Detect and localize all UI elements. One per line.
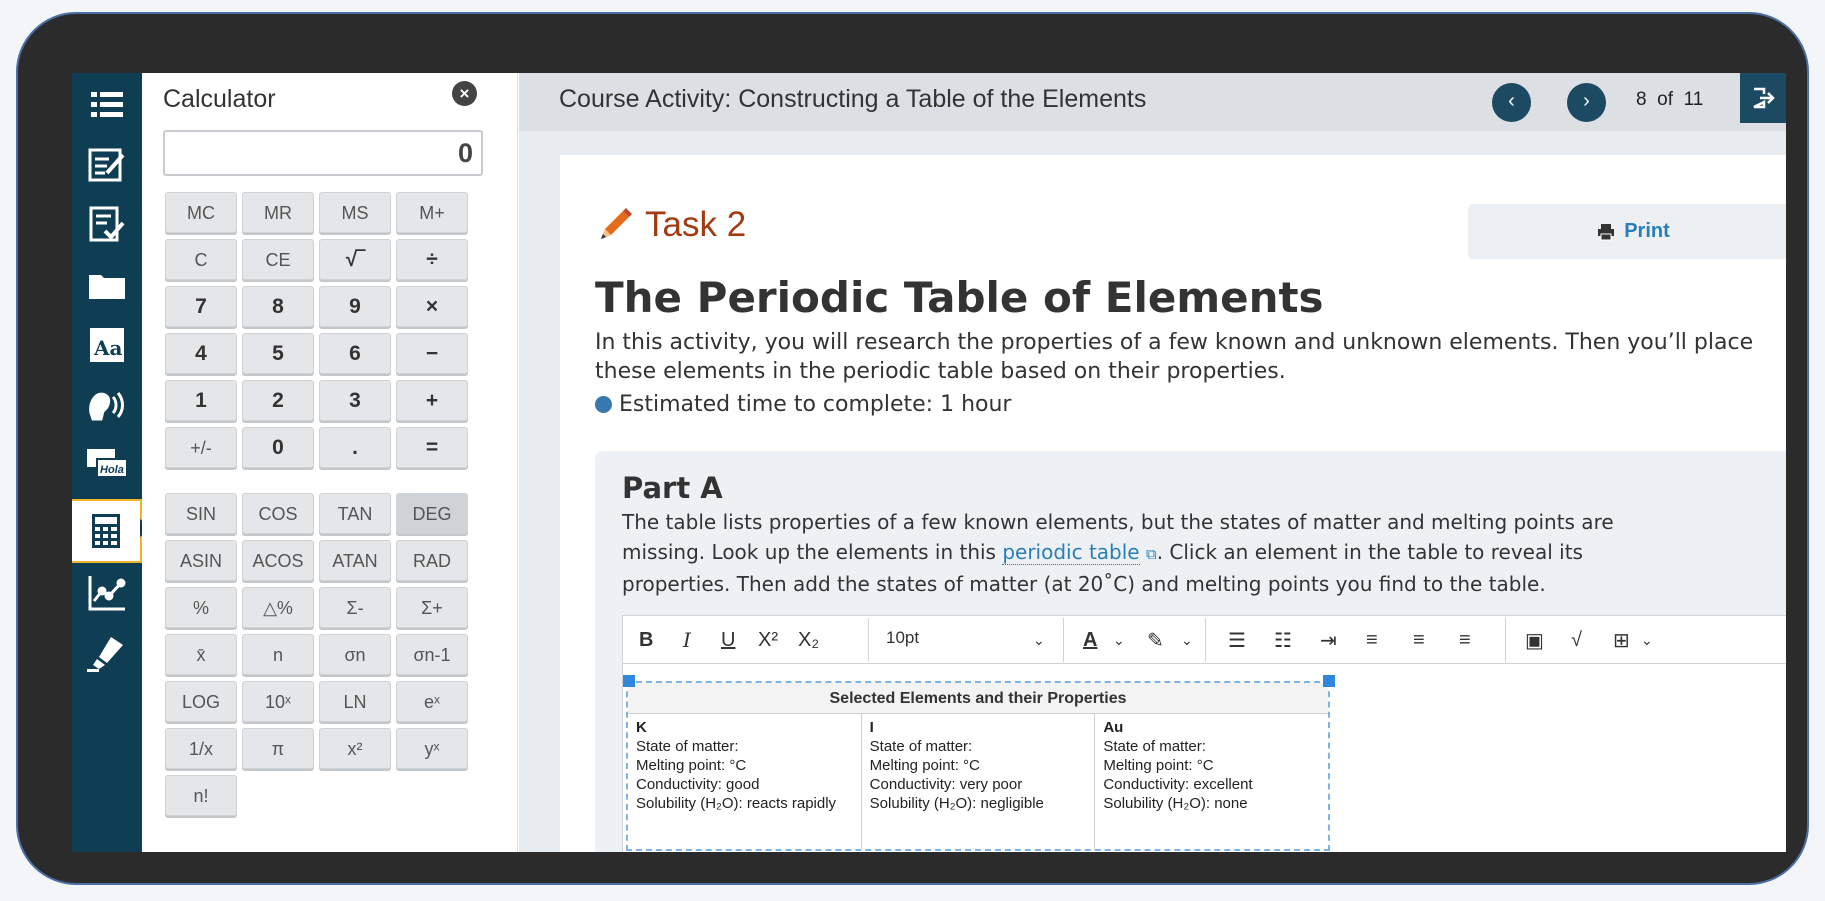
underline-button[interactable]: U: [721, 628, 736, 651]
toolbar-divider: [868, 618, 869, 662]
clock-icon: [595, 396, 612, 413]
editor-toolbar: [623, 616, 1786, 664]
sci-key[interactable]: yˣ: [396, 728, 468, 769]
elements-table[interactable]: [626, 681, 1330, 851]
chevron-down-icon[interactable]: ⌄: [1641, 631, 1653, 648]
basic-key[interactable]: 5: [242, 333, 314, 374]
content-card: [560, 155, 1786, 852]
basic-key[interactable]: 0: [242, 427, 314, 468]
table-cell-au[interactable]: [1095, 714, 1328, 849]
glossary-icon[interactable]: [72, 317, 142, 373]
basic-key[interactable]: MC: [165, 192, 237, 233]
font-size-select[interactable]: 10pt: [886, 628, 920, 647]
toolbar-divider: [1505, 618, 1506, 662]
basic-key[interactable]: 3: [319, 380, 391, 421]
sci-key[interactable]: SIN: [165, 493, 237, 534]
melting-point: Melting point: °C: [636, 757, 747, 774]
melting-point: Melting point: °C: [1103, 757, 1214, 774]
part-a-instructions: [622, 507, 1786, 599]
part-a-section: [595, 451, 1786, 852]
basic-key[interactable]: C: [165, 239, 237, 280]
part-a-title: Part A: [622, 471, 723, 505]
chevron-down-icon[interactable]: ⌄: [1033, 631, 1045, 648]
subscript-button[interactable]: X₂: [798, 628, 820, 651]
basic-key[interactable]: .: [319, 427, 391, 468]
sci-key[interactable]: %: [165, 587, 237, 628]
table-title: Selected Elements and their Properties: [628, 683, 1328, 714]
sci-key[interactable]: DEG: [396, 493, 468, 534]
sci-key[interactable]: σn: [319, 634, 391, 675]
sci-key[interactable]: Σ-: [319, 587, 391, 628]
svg-text:Hola: Hola: [100, 464, 124, 476]
part-a-line-1: The table lists properties of a few known elements, but the states of matter and melting points are: [622, 510, 1614, 534]
sci-key[interactable]: LN: [319, 681, 391, 722]
page-total: 11: [1683, 89, 1704, 110]
basic-key[interactable]: +/-: [165, 427, 237, 468]
basic-key[interactable]: =: [396, 427, 468, 468]
part-a-line-3: properties. Then add the states of matter (at 20˚C) and melting points you find to the table.: [622, 572, 1546, 596]
basic-key[interactable]: 1: [165, 380, 237, 421]
sci-key[interactable]: n!: [165, 775, 237, 816]
italic-button[interactable]: I: [683, 628, 691, 652]
highlight-color-button[interactable]: ✎: [1147, 629, 1164, 652]
sci-key[interactable]: 10ˣ: [242, 681, 314, 722]
periodic-table-link[interactable]: periodic table: [1002, 540, 1140, 564]
sci-key[interactable]: ASIN: [165, 540, 237, 581]
exit-icon: [1751, 86, 1775, 110]
pencil-icon: [595, 205, 635, 245]
image-icon[interactable]: ▣: [1525, 629, 1544, 652]
table-row: [628, 714, 1328, 849]
next-button[interactable]: ›: [1567, 83, 1606, 122]
basic-key[interactable]: −: [396, 333, 468, 374]
equation-icon[interactable]: √: [1571, 628, 1582, 651]
rich-text-editor[interactable]: [622, 615, 1786, 852]
previous-button[interactable]: ‹: [1492, 83, 1531, 122]
bold-button[interactable]: B: [639, 628, 654, 651]
calculator-display: 0: [163, 130, 483, 176]
chevron-down-icon[interactable]: ⌄: [1113, 631, 1125, 648]
element-symbol: Au: [1103, 719, 1124, 736]
screen: [72, 73, 1786, 852]
activity-title: Course Activity: Constructing a Table of the Elements: [559, 85, 1147, 113]
state-of-matter: State of matter:: [636, 738, 739, 755]
resize-handle[interactable]: [1323, 675, 1335, 687]
chevron-down-icon[interactable]: ⌄: [1181, 631, 1193, 648]
basic-keypad: [165, 192, 475, 468]
basic-key[interactable]: CE: [242, 239, 314, 280]
sci-key[interactable]: π: [242, 728, 314, 769]
page-title: The Periodic Table of Elements: [595, 273, 1324, 322]
task-label: Task 2: [645, 205, 747, 244]
text-color-button[interactable]: A: [1083, 628, 1098, 651]
sci-key[interactable]: x̄: [165, 634, 237, 675]
printer-icon: [1596, 222, 1616, 242]
main-area: [519, 73, 1786, 852]
basic-key[interactable]: 7: [165, 286, 237, 327]
text-to-speech-icon[interactable]: [72, 377, 142, 433]
sci-key[interactable]: △%: [242, 587, 314, 628]
sci-key[interactable]: ACOS: [242, 540, 314, 581]
melting-point: Melting point: °C: [869, 757, 980, 774]
checklist-icon[interactable]: [72, 197, 142, 253]
external-link-icon: ⧉: [1145, 545, 1157, 563]
toolbar-divider: [1205, 618, 1206, 662]
sci-key[interactable]: n: [242, 634, 314, 675]
page-current: 8: [1636, 89, 1647, 110]
basic-key[interactable]: √‾: [319, 239, 391, 280]
page-of: of: [1657, 89, 1673, 110]
sci-key[interactable]: RAD: [396, 540, 468, 581]
print-label: Print: [1624, 220, 1670, 242]
part-a-line-2: missing. Look up the elements in this periodic table ⧉. Click an element in the table to reveal its: [622, 540, 1583, 564]
highlighter-icon[interactable]: [72, 625, 142, 681]
page-counter: [1636, 89, 1703, 111]
basic-key[interactable]: ×: [396, 286, 468, 327]
basic-key[interactable]: 6: [319, 333, 391, 374]
svg-text:Aa: Aa: [94, 336, 123, 360]
align-left-button[interactable]: ≡: [1366, 628, 1378, 651]
bullet-list-button[interactable]: ☰: [1228, 629, 1246, 652]
sci-key[interactable]: Σ+: [396, 587, 468, 628]
table-cell-i[interactable]: [862, 714, 1096, 849]
conductivity: Conductivity: excellent: [1103, 776, 1253, 793]
sci-key[interactable]: 1/x: [165, 728, 237, 769]
notepad-icon[interactable]: [72, 137, 142, 193]
graph-icon[interactable]: [72, 565, 142, 621]
state-of-matter: State of matter:: [869, 738, 973, 755]
indent-button[interactable]: ⇥: [1320, 629, 1337, 652]
state-of-matter: State of matter:: [1103, 738, 1206, 755]
basic-key[interactable]: +: [396, 380, 468, 421]
basic-key[interactable]: 2: [242, 380, 314, 421]
calculator-title: Calculator: [163, 85, 276, 113]
print-button[interactable]: [1468, 204, 1786, 259]
conductivity: Conductivity: good: [636, 776, 760, 793]
basic-key[interactable]: 9: [319, 286, 391, 327]
exit-button[interactable]: [1740, 73, 1786, 123]
sci-key[interactable]: TAN: [319, 493, 391, 534]
calculator-panel: [142, 73, 518, 852]
header-bar: [519, 73, 1786, 131]
align-center-button[interactable]: ≡: [1413, 628, 1425, 651]
basic-key[interactable]: M+: [396, 192, 468, 233]
basic-key[interactable]: MS: [319, 192, 391, 233]
table-cell-k[interactable]: [628, 714, 862, 849]
basic-key[interactable]: 8: [242, 286, 314, 327]
basic-key[interactable]: ÷: [396, 239, 468, 280]
toolbar-divider: [1063, 618, 1064, 662]
sci-key[interactable]: LOG: [165, 681, 237, 722]
superscript-button[interactable]: X²: [758, 628, 778, 651]
sci-key[interactable]: σn-1: [396, 634, 468, 675]
solubility: Solubility (H₂O): none: [1103, 795, 1248, 812]
table-icon[interactable]: ⊞: [1613, 629, 1630, 652]
sci-key[interactable]: ATAN: [319, 540, 391, 581]
solubility: Solubility (H₂O): reacts rapidly: [636, 795, 837, 812]
tool-rail: [72, 73, 142, 852]
translate-icon[interactable]: [72, 437, 142, 493]
close-icon[interactable]: ×: [452, 81, 477, 106]
sci-key[interactable]: COS: [242, 493, 314, 534]
sci-key[interactable]: eˣ: [396, 681, 468, 722]
estimated-time: [595, 392, 1011, 417]
intro-line-1: In this activity, you will research the properties of a few known and unknown elements. Then you’ll place: [595, 330, 1754, 355]
basic-key[interactable]: 4: [165, 333, 237, 374]
device-frame: [16, 12, 1809, 885]
resize-handle[interactable]: [623, 675, 635, 687]
folder-icon[interactable]: [72, 257, 142, 313]
basic-key[interactable]: MR: [242, 192, 314, 233]
element-symbol: K: [636, 719, 647, 736]
solubility: Solubility (H₂O): negligible: [869, 795, 1044, 812]
align-right-button[interactable]: ≡: [1459, 628, 1471, 651]
intro-text: [595, 328, 1786, 386]
scientific-keypad: [165, 493, 475, 816]
conductivity: Conductivity: very poor: [869, 776, 1023, 793]
estimated-time-text: Estimated time to complete: 1 hour: [619, 392, 1012, 417]
element-symbol: I: [869, 719, 874, 736]
intro-line-2: these elements in the periodic table based on their properties.: [595, 359, 1286, 384]
menu-icon[interactable]: [72, 77, 142, 133]
task-heading: [595, 205, 746, 245]
numbered-list-button[interactable]: ☷: [1274, 629, 1292, 652]
calculator-icon[interactable]: [72, 499, 142, 563]
sci-key[interactable]: x²: [319, 728, 391, 769]
